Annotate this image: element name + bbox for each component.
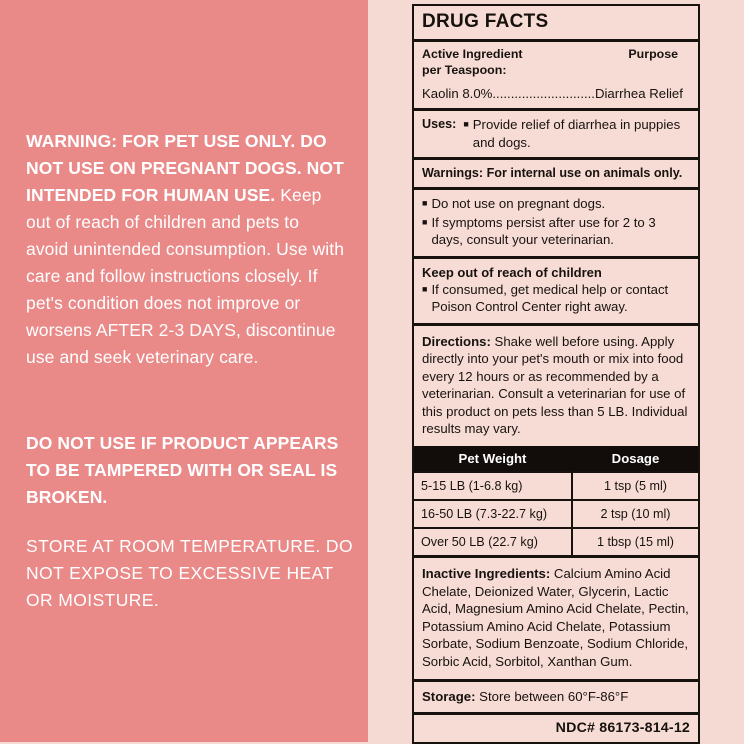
dosage-table <box>414 446 698 555</box>
keep-out-of-reach-heading: Keep out of reach of children <box>422 264 602 280</box>
keep-out-of-reach-bullet-list <box>422 281 690 316</box>
ndc-number: NDC# 86173-814-12 <box>414 712 698 742</box>
column-header-pet-weight: Pet Weight <box>414 446 572 472</box>
table-row <box>414 472 698 500</box>
directions-section <box>414 323 698 447</box>
list-item <box>422 281 690 316</box>
active-ingredient-label-line2: per Teaspoon: <box>422 62 507 77</box>
active-ingredient-section <box>414 39 698 108</box>
inactive-ingredients-section <box>414 555 698 679</box>
purpose-label: Purpose <box>628 47 678 61</box>
table-row <box>414 528 698 555</box>
uses-section <box>414 108 698 157</box>
cell-pet-weight: 16-50 LB (7.3-22.7 kg) <box>414 500 572 528</box>
warnings-heading-section <box>414 157 698 187</box>
primary-warning-bold: WARNING: FOR PET USE ONLY. DO NOT USE ON PREGNANT DOGS. NOT INTENDED FOR HUMAN USE. <box>26 131 344 205</box>
keep-out-of-reach-bullet-text: If consumed, get medical help or contact Poison Control Center right away. <box>431 281 669 314</box>
uses-text: Provide relief of diarrhea in puppies and dogs. <box>472 117 681 150</box>
inactive-ingredients-body: Calcium Amino Acid Chelate, Deionized Water, Glycerin, Lactic Acid, Magnesium Amino Acid Chelate, Pectin, Potassium Amino Acid Chelate, Potassium Sorbate, Sodium Benzoate, Sodium Chloride, Sorbic Acid, Sorbitol, Xanthan Gum. <box>422 566 689 670</box>
active-ingredient-header <box>422 47 690 78</box>
cell-dosage: 1 tsp (5 ml) <box>572 472 698 500</box>
square-bullet-icon: ■ <box>422 216 428 227</box>
drug-facts-panel <box>412 4 700 744</box>
square-bullet-icon: ■ <box>422 198 428 208</box>
storage-label: Storage: <box>422 688 476 704</box>
cell-pet-weight: Over 50 LB (22.7 kg) <box>414 528 572 555</box>
active-ingredient-entry: Kaolin 8.0%............................Diarrhea Relief <box>422 86 683 101</box>
directions-body: Shake well before using. Apply directly into your pet's mouth or mix into food every 12 hours or as recommended by a veterinarian. Consult a veterinarian for use of this product on pets less than 5 LB. Individual results may vary. <box>422 333 688 437</box>
warnings-bullet-list <box>422 195 690 249</box>
table-header-row <box>414 446 698 472</box>
active-ingredient-label-line1: Active Ingredient <box>422 47 523 61</box>
drug-facts-title: DRUG FACTS <box>422 11 549 32</box>
inactive-ingredients-text <box>422 565 690 671</box>
cell-pet-weight: 5-15 LB (1-6.8 kg) <box>414 472 572 500</box>
storage-body: Store between 60°F-86°F <box>475 688 629 704</box>
primary-warning-body: Keep out of reach of children and pets to avoid unintended consumption. Use with care and follow instructions closely. If pet's condition does not improve or worsens AFTER 2-3 DAYS, discontinue use and seek veterinary care. <box>26 185 345 367</box>
uses-label: Uses: <box>422 117 457 131</box>
tamper-warning-text: DO NOT USE IF PRODUCT APPEARS TO BE TAMPERED WITH OR SEAL IS BROKEN. <box>26 433 339 507</box>
cell-dosage: 1 tbsp (15 ml) <box>572 528 698 555</box>
square-bullet-icon: ■ <box>422 283 428 294</box>
storage-warning-text: STORE AT ROOM TEMPERATURE. DO NOT EXPOSE TO EXCESSIVE HEAT OR MOISTURE. <box>26 536 353 610</box>
primary-warning-text <box>26 128 346 371</box>
directions-label: Directions: <box>422 333 491 349</box>
column-header-dosage: Dosage <box>572 446 698 472</box>
list-item <box>422 214 690 249</box>
uses-row <box>422 116 690 151</box>
storage-section <box>414 679 698 712</box>
warning-bullet-text: Do not use on pregnant dogs. <box>431 196 606 211</box>
inactive-ingredients-label: Inactive Ingredients: <box>422 566 551 582</box>
cell-dosage: 2 tsp (10 ml) <box>572 500 698 528</box>
storage-text <box>422 688 690 705</box>
warning-bullet-text: If symptoms persist after use for 2 to 3 days, consult your veterinarian. <box>431 214 656 247</box>
table-row <box>414 500 698 528</box>
warnings-bullets-section <box>414 187 698 256</box>
warning-panel <box>0 0 368 742</box>
square-bullet-icon: ■ <box>463 119 469 129</box>
keep-out-of-reach-section <box>414 256 698 323</box>
directions-text <box>422 333 690 439</box>
active-ingredient-label <box>422 47 572 78</box>
warnings-heading: Warnings: For internal use on animals only. <box>422 166 683 180</box>
list-item <box>422 195 690 213</box>
